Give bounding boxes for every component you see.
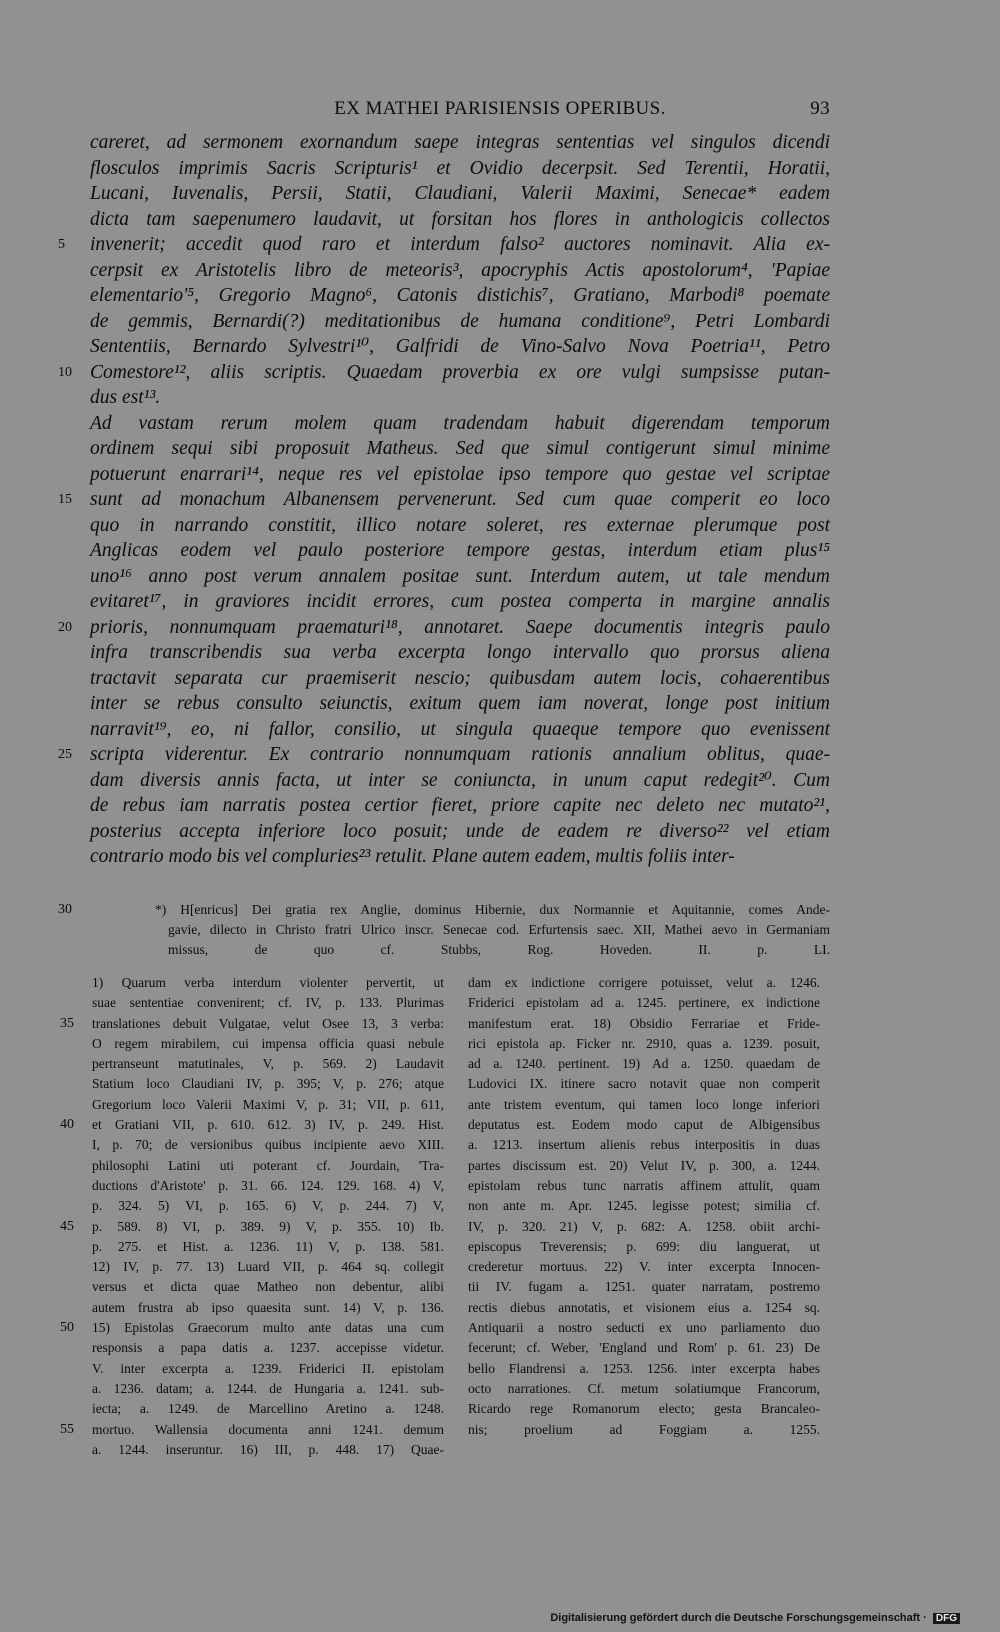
- text-line: [92, 1156, 444, 1176]
- line-text: a. 1244. inseruntur. 16) III, p. 448. 17) Quae-: [92, 1441, 444, 1457]
- line-text: a. 1236. datam; a. 1244. de Hungaria a. 1241. sub-: [92, 1380, 444, 1396]
- text-line: Ricardo rege Romanorum electo; gesta Brancaleo-: [468, 1401, 820, 1417]
- line-text: *) H[enricus] Dei gratia rex Anglie, dominus Hibernie, dux Normannie et Aquitannie, comes Ande-: [155, 902, 830, 917]
- text-line: [90, 156, 830, 182]
- text-line: ante tristem eventum, qui tamen loco longe inferiori: [468, 1096, 820, 1112]
- text-line: [60, 1420, 444, 1440]
- line-text: et Gratiani VII, p. 610. 612. 3) IV, p. 249. Hist.: [92, 1117, 444, 1133]
- line-text: careret, ad sermonem exornandum saepe integras sententias vel singulos dicendi: [90, 132, 830, 153]
- text-line: [60, 1115, 444, 1135]
- line-text: 12) IV, p. 77. 13) Luard VII, p. 464 sq. collegit: [92, 1259, 444, 1275]
- line-text: sunt ad monachum Albanensem pervenerunt. Sed cum quae comperit eo loco: [90, 489, 830, 510]
- line-text: dus est¹³.: [90, 387, 161, 408]
- line-text: scripta viderentur. Ex contrario nonnumquam rationis annalium oblitus, quae-: [90, 744, 830, 765]
- text-line: [58, 360, 830, 386]
- line-text: tractavit separata cur praemiserit nescio; quibusdam autem locis, cohaerentibus: [90, 667, 830, 689]
- text-line: [90, 283, 830, 309]
- line-text: pertranseunt matutinales, V, p. 569. 2) Laudavit: [92, 1056, 444, 1072]
- line-text: potuerunt enarrari¹⁴, neque res vel epistolae ipso tempore quo gestae vel scriptae: [90, 463, 830, 485]
- text-line: [90, 564, 830, 590]
- line-text: responsis a papa datis a. 1237. accepisse videtur.: [92, 1340, 444, 1356]
- line-text: translationes debuit Vulgatae, velut Osee 13, 3 verba:: [92, 1015, 444, 1031]
- text-line: ad a. 1240. pertinent. 19) Ad a. 1250. quaedam de: [468, 1056, 820, 1072]
- dfg-logo: DFG: [933, 1613, 960, 1624]
- line-text: Anglicas eodem vel paulo posteriore tempore gestas, interdum etiam plus¹⁵: [90, 540, 830, 561]
- line-text: mortuo. Wallensia documenta anni 1241. demum: [92, 1421, 444, 1437]
- text-line: [90, 940, 830, 960]
- text-line: [90, 181, 830, 207]
- line-text: philosophi Latini uti poterant cf. Jourdain, 'Tra-: [92, 1157, 444, 1173]
- line-text: dicta tam saepenumero laudavit, ut forsitan hos flores in anthologicis collectos: [90, 208, 830, 230]
- text-line: nis; proelium ad Foggiam a. 1255.: [468, 1421, 820, 1437]
- text-line: [90, 920, 830, 940]
- text-line: Antiquarii a nostro seducti ex uno parliamento duo: [468, 1320, 820, 1336]
- line-number: 50: [60, 1320, 74, 1336]
- text-line: [90, 538, 830, 564]
- text-line: [90, 589, 830, 615]
- text-line: [92, 993, 444, 1013]
- line-text: O regem mirabilem, cui impensa officia quasi nebule: [92, 1035, 444, 1051]
- text-line: episcopus Treverensis; p. 699: diu languerat, ut: [468, 1238, 820, 1254]
- text-line: [90, 334, 830, 360]
- text-line: [90, 768, 830, 794]
- text-line: [90, 691, 830, 717]
- text-line: [92, 1399, 444, 1419]
- text-line: [92, 1095, 444, 1115]
- text-line: crederetur mortuus. 22) V. inter excerpta Innocen-: [468, 1259, 820, 1275]
- line-text: versus et dicta quae Matheo non debentur, alibi: [92, 1279, 444, 1295]
- line-number: 30: [58, 902, 72, 917]
- text-line: [90, 411, 830, 437]
- line-text: autem frustra ab ipso quaesita sunt. 14) V, p. 136.: [92, 1299, 444, 1315]
- line-text: I, p. 70; de versionibus quibus incipiente aevo XIII.: [92, 1137, 444, 1153]
- text-line: [92, 1298, 444, 1318]
- line-text: contrario modo bis vel compluries²³ retulit. Plane autem eadem, multis foliis inter-: [90, 846, 735, 867]
- text-line: [92, 1440, 444, 1460]
- line-text: narravit¹⁹, eo, ni fallor, consilio, ut singula quaeque tempore quo evenissent: [90, 718, 830, 740]
- text-line: tii IV. fugam a. 1251. quater narratam, postremo: [468, 1279, 820, 1295]
- text-line: [58, 900, 830, 920]
- star-footnote: [58, 900, 830, 960]
- line-number: 55: [60, 1421, 74, 1437]
- text-line: [90, 640, 830, 666]
- text-line: IV, p. 320. 21) V, p. 682: A. 1258. obiit archi-: [468, 1218, 820, 1234]
- text-line: bello Flandrensi a. 1253. 1256. inter excerpta habes: [468, 1360, 820, 1376]
- text-line: [92, 1196, 444, 1216]
- line-text: prioris, nonnumquam praematuri¹⁸, annotaret. Saepe documentis integris paulo: [90, 616, 830, 638]
- line-number: 45: [60, 1218, 74, 1234]
- line-number: 35: [60, 1015, 74, 1031]
- line-text: posterius accepta inferiore loco posuit; unde de eadem re diverso²² vel etiam: [90, 820, 830, 842]
- text-line: [58, 615, 830, 641]
- text-line: [92, 973, 444, 993]
- line-text: ordinem sequi sibi proposuit Matheus. Sed que simul contigerunt simul minime: [90, 438, 830, 459]
- text-line: [58, 232, 830, 258]
- line-text: V. inter excerpta a. 1239. Friderici II. epistolam: [92, 1360, 444, 1376]
- text-line: dam ex indictione corrigere potuisset, velut a. 1246.: [468, 975, 820, 990]
- line-text: iecta; a. 1249. de Marcellino Aretino a. 1248.: [92, 1401, 444, 1417]
- line-text: Comestore¹², aliis scriptis. Quaedam proverbia ex ore vulgi sumpsisse putan-: [90, 361, 830, 383]
- line-number: 10: [58, 364, 72, 380]
- text-line: [90, 207, 830, 233]
- text-line: deputatus est. Eodem modo caput de Albigensibus: [468, 1117, 820, 1133]
- line-number: 20: [58, 619, 72, 635]
- text-line: partes discissum est. 20) Velut IV, p. 300, a. 1244.: [468, 1157, 820, 1173]
- footnotes-left-column: [60, 973, 444, 1460]
- text-line: [90, 666, 830, 692]
- running-header: EX MATHEI PARISIENSIS OPERIBUS.: [334, 98, 666, 119]
- line-text: missus, de quo cf. Stubbs, Rog. Hoveden. II. p. LI.: [168, 942, 830, 957]
- text-line: [90, 513, 830, 539]
- line-text: p. 275. et Hist. a. 1236. 11) V, p. 138. 581.: [92, 1238, 444, 1254]
- text-line: [60, 1217, 444, 1237]
- line-number: 5: [58, 237, 65, 252]
- line-text: cerpsit ex Aristotelis libro de meteoris³, apocryphis Actis apostolorum⁴, 'Papiae: [90, 259, 830, 281]
- text-line: [92, 1176, 444, 1196]
- text-line: [90, 462, 830, 488]
- text-line: [90, 793, 830, 819]
- text-line: [90, 819, 830, 845]
- digitization-credit: [550, 1612, 960, 1624]
- page-number: 93: [810, 98, 830, 119]
- line-text: elementario'⁵, Gregorio Magno⁶, Catonis distichis⁷, Gratiano, Marbodi⁸ poemate: [90, 285, 830, 306]
- line-number: 15: [58, 492, 72, 507]
- footnotes-right-column: [468, 973, 820, 1440]
- line-text: 15) Epistolas Graecorum multo ante datas una cum: [92, 1320, 444, 1336]
- main-text: [58, 130, 830, 870]
- line-text: evitaret¹⁷, in graviores incidit errores, cum postea comperta in margine annalis: [90, 591, 830, 612]
- text-line: epistolam rebus tunc narratis affinem attulit, quam: [468, 1177, 820, 1193]
- text-line: non ante m. Apr. 1245. legisse potest; similia cf.: [468, 1198, 820, 1214]
- line-number: 25: [58, 747, 72, 762]
- line-text: p. 324. 5) VI, p. 165. 6) V, p. 244. 7) V,: [92, 1198, 444, 1214]
- text-line: [92, 1277, 444, 1297]
- text-line: fecerunt; cf. Weber, 'England und Rom' p. 61. 23) De: [468, 1340, 820, 1356]
- line-text: de gemmis, Bernardi(?) meditationibus de humana conditione⁹, Petri Lombardi: [90, 310, 830, 332]
- line-text: uno¹⁶ anno post verum annalem positae sunt. Interdum autem, ut tale mendum: [90, 565, 830, 587]
- text-line: [92, 1338, 444, 1358]
- line-text: de rebus iam narratis postea certior fieret, priore capite nec deleto nec mutato²¹,: [90, 795, 830, 816]
- line-text: Gregorium loco Valerii Maximi V, p. 31; VII, p. 611,: [92, 1096, 444, 1112]
- text-line: [90, 309, 830, 335]
- line-text: Lucani, Iuvenalis, Persii, Statii, Claudiani, Valerii Maximi, Senecae* eadem: [90, 183, 830, 204]
- line-text: 1) Quarum verba interdum violenter pervertit, ut: [92, 975, 444, 990]
- line-text: flosculos imprimis Sacris Scripturis¹ et Ovidio decerpsit. Sed Terentii, Horatii,: [90, 157, 830, 179]
- text-line: [92, 1135, 444, 1155]
- text-line: [92, 1054, 444, 1074]
- text-line: [90, 436, 830, 462]
- line-text: Ad vastam rerum molem quam tradendam habuit digerendam temporum: [90, 412, 830, 434]
- text-line: [92, 1034, 444, 1054]
- text-line: [92, 1074, 444, 1094]
- line-text: Sententiis, Bernardo Sylvestri¹⁰, Galfridi de Vino-Salvo Nova Poetria¹¹, Petro: [90, 336, 830, 357]
- text-line: [90, 130, 830, 156]
- line-text: quo in narrando constitit, illico notare soleret, res externae plerumque post: [90, 514, 830, 536]
- text-line: [92, 1237, 444, 1257]
- line-text: inter se rebus consulto seiunctis, exitum quem iam noverat, longe post initium: [90, 693, 830, 714]
- line-text: Statium loco Claudiani IV, p. 395; V, p. 276; atque: [92, 1076, 444, 1092]
- text-line: a. 1213. insertum alienis rebus interpositis in duas: [468, 1137, 820, 1153]
- text-line: rici epistola ap. Ficker nr. 2910, quas a. 1239. posuit,: [468, 1035, 820, 1051]
- line-text: suae sententiae convenirent; cf. IV, p. 133. Plurimas: [92, 995, 444, 1011]
- line-text: ductions d'Aristote' p. 31. 66. 124. 129. 168. 4) V,: [92, 1177, 444, 1193]
- text-line: [92, 1379, 444, 1399]
- text-line: rectis diebus annotatis, et visionem eius a. 1254 sq.: [468, 1299, 820, 1315]
- text-line: Ludovici IX. itinere sacro notavit quae non comperit: [468, 1076, 820, 1092]
- line-text: p. 589. 8) VI, p. 389. 9) V, p. 355. 10) Ib.: [92, 1218, 444, 1234]
- text-line: [92, 1359, 444, 1379]
- line-text: dam diversis annis facta, ut inter se coniuncta, in unum caput redegit²⁰. Cum: [90, 769, 830, 791]
- line-text: invenerit; accedit quod raro et interdum falso² auctores nominavit. Alia ex-: [90, 234, 830, 255]
- credit-text: Digitalisierung gefördert durch die Deutsche Forschungsgemeinschaft ·: [550, 1612, 927, 1624]
- text-line: [92, 1257, 444, 1277]
- line-text: infra transcribendis sua verba excerpta longo intervallo quo prorsus aliena: [90, 642, 830, 663]
- line-text: gavie, dilecto in Christo fratri Ulrico inscr. Senecae cod. Erfurtensis saec. XII, Mathei aevo in Germaniam: [168, 922, 830, 937]
- line-number: 40: [60, 1117, 74, 1133]
- text-line: [60, 1014, 444, 1034]
- text-line: [58, 742, 830, 768]
- text-line: [90, 385, 830, 411]
- text-line: [90, 844, 830, 870]
- text-line: Friderici epistolam ad a. 1245. pertinere, ex indictione: [468, 995, 820, 1011]
- text-line: [58, 487, 830, 513]
- text-line: manifestum erat. 18) Obsidio Ferrariae et Fride-: [468, 1015, 820, 1031]
- text-line: [90, 258, 830, 284]
- text-line: [60, 1318, 444, 1338]
- text-line: octo narrationes. Cf. metum solatiumque Francorum,: [468, 1380, 820, 1396]
- text-line: [90, 717, 830, 743]
